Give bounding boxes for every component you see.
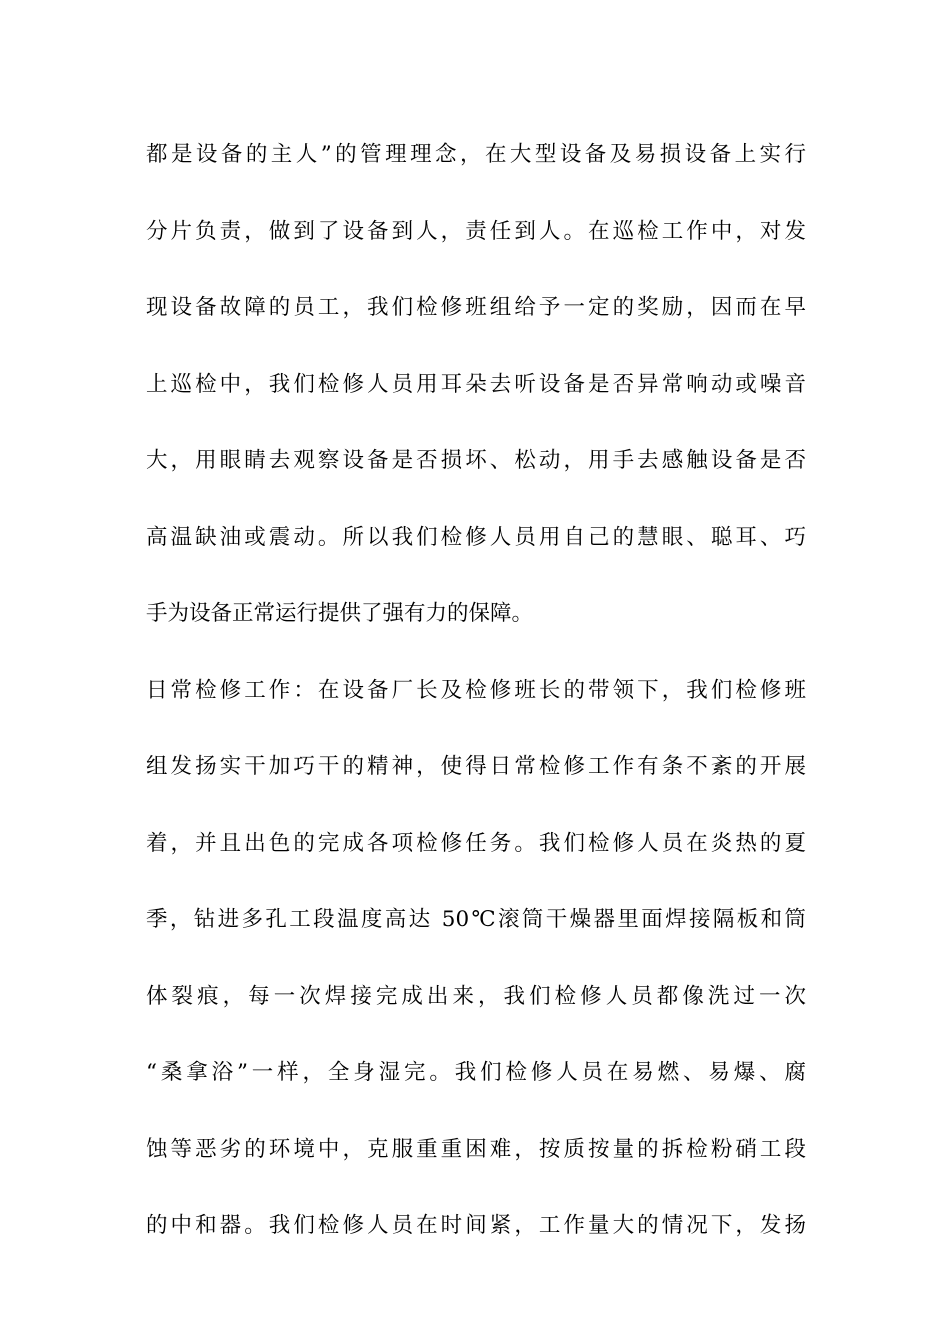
text-line-14: 蚀等恶劣的环境中，克服重重困难，按质按量的拆检粉硝工段 [146,1136,806,1162]
text-line-3: 现设备故障的员工，我们检修班组给予一定的奖励，因而在早 [146,295,806,320]
text-line-4: 上巡检中，我们检修人员用耳朵去听设备是否异常响动或噪音 [146,371,806,397]
text-line-2: 分片负责，做到了设备到人，责任到人。在巡检工作中，对发 [146,218,806,244]
text-line-15: 的中和器。我们检修人员在时间紧，工作量大的情况下，发扬 [146,1213,806,1238]
text-line-11: 季，钻进多孔工段温度高达 50℃滚筒干燥器里面焊接隔板和筒 [146,907,806,932]
text-line-10: 着，并且出色的完成各项检修任务。我们检修人员在炎热的夏 [146,830,806,856]
text-line-6: 高温缺油或震动。所以我们检修人员用自己的慧眼、聪耳、巧 [146,524,806,550]
text-line-7: 手为设备正常运行提供了强有力的保障。 [146,601,534,626]
text-line-8: 日常检修工作：在设备厂长及检修班长的带领下，我们检修班 [146,677,806,703]
text-line-5: 大，用眼睛去观察设备是否损坏、松动，用手去感触设备是否 [146,448,806,473]
text-line-12: 体裂痕，每一次焊接完成出来，我们检修人员都像洗过一次 [146,983,806,1009]
body-text [146,130,806,1278]
text-line-9: 组发扬实干加巧干的精神，使得日常检修工作有条不紊的开展 [146,754,806,779]
text-line-1: 都是设备的主人”的管理理念，在大型设备及易损设备上实行 [146,142,806,167]
text-line-13: “桑拿浴”一样，全身湿完。我们检修人员在易燃、易爆、腐 [146,1060,806,1085]
